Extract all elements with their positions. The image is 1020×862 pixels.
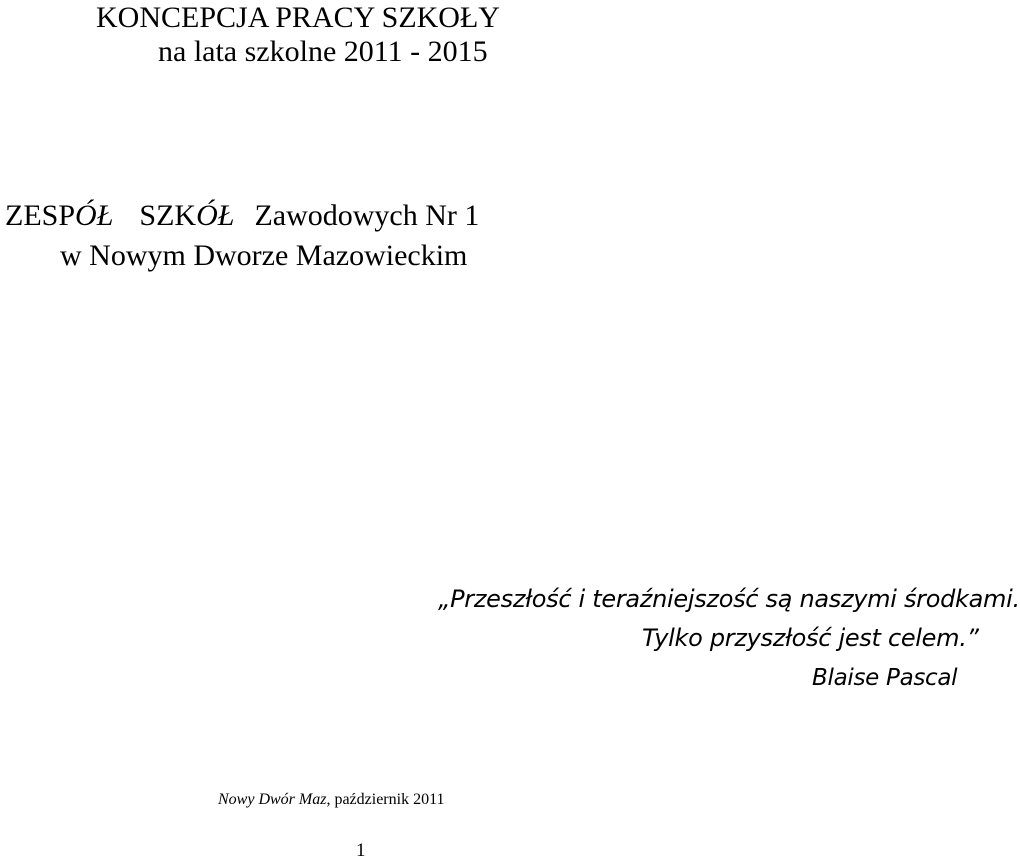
quote-line-2: Tylko przyszłość jest celem.” (642, 624, 979, 652)
school-location: w Nowym Dworze Mazowieckim (60, 239, 468, 272)
school-name-word-1: ZESPÓŁ (5, 199, 114, 232)
quote-author: Blaise Pascal (812, 665, 958, 691)
school-name-word-2: SZKÓŁ (139, 199, 235, 232)
quote-line-1: „Przeszłość i teraźniejszość są naszymi środkami. (438, 585, 1020, 613)
school-name-word-3: Zawodowych Nr 1 (254, 199, 480, 232)
page-number: 1 (356, 840, 366, 861)
date-text: , październik 2011 (326, 791, 445, 808)
document-period: na lata szkolne 2011 - 2015 (158, 35, 488, 68)
document-title: KONCEPCJA PRACY SZKOŁY (96, 1, 500, 34)
place-name: Nowy Dwór Maz (218, 791, 327, 808)
place-and-date (218, 790, 444, 810)
school-name (5, 197, 479, 235)
